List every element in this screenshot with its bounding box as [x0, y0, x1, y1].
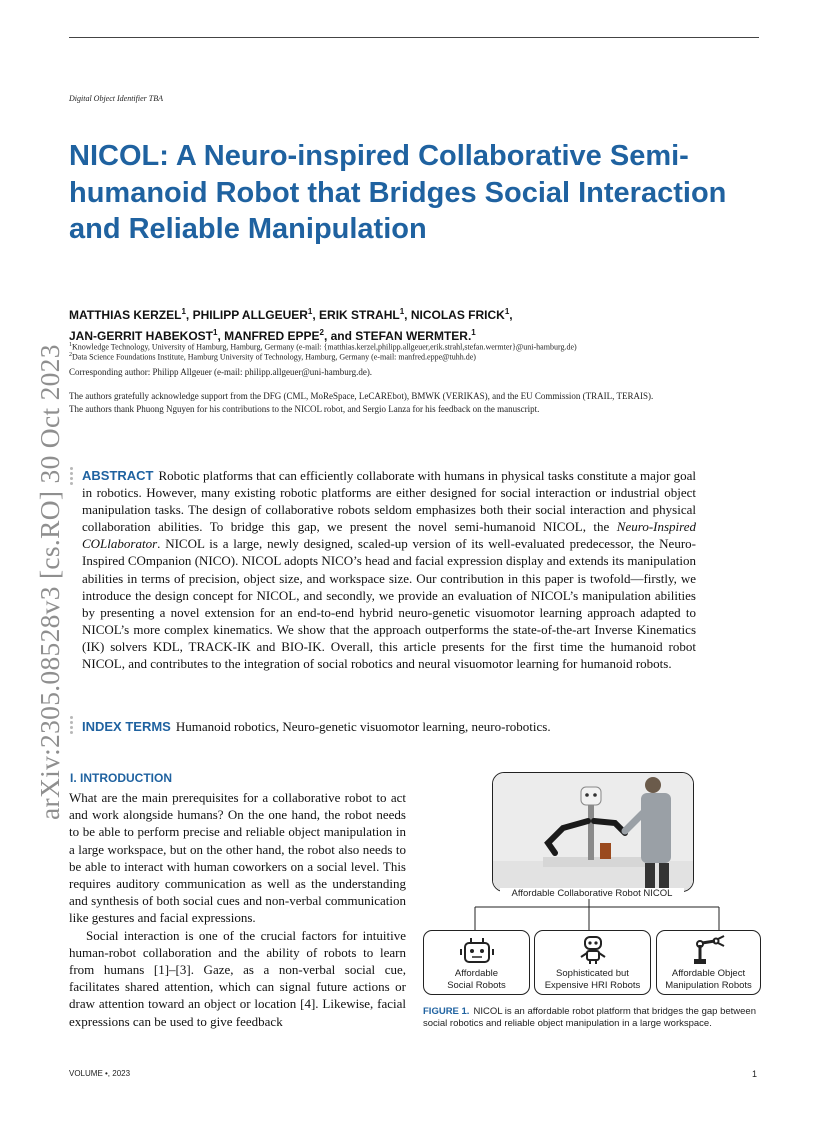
figure-caption: FIGURE 1. NICOL is an affordable robot platform that bridges the gap between social robotics and reliable object manipulation in a large workspace. [423, 1006, 756, 1029]
top-rule [69, 37, 759, 38]
abstract-label: ABSTRACT [82, 468, 154, 483]
figure-connector-lines [423, 899, 763, 933]
acknowledgement-note [69, 390, 669, 416]
author: PHILIPP ALLGEUER$^1$, [192, 307, 320, 322]
corresponding-author: Corresponding author: Philipp Allgeuer (e-mail: philipp.allgeuer@uni-hamburg.de). [69, 367, 373, 377]
author: JAN-GERRIT HABEKOST$^1$, [69, 328, 225, 343]
author: MATTHIAS KERZEL$^1$, [69, 307, 193, 322]
section-marker-icon [70, 467, 73, 487]
section-marker-icon [70, 716, 73, 736]
intro-body [69, 789, 406, 1030]
figure-box-social-robots [423, 930, 530, 995]
nicol-robot-photo [492, 772, 694, 892]
figure-label: FIGURE 1. [423, 1006, 470, 1017]
arxiv-stamp: arXiv:2305.08528v3 [cs.RO] 30 Oct 2023 [34, 344, 65, 820]
figure-top-label: Affordable Collaborative Robot NICOL [500, 888, 684, 899]
page-number: 1 [752, 1069, 758, 1079]
index-terms: INDEX TERMS Humanoid robotics, Neuro-genetic visuomotor learning, neuro-robotics. [82, 719, 551, 734]
author: STEFAN WERMTER.$^1$ [355, 328, 476, 343]
robot-face-icon [460, 935, 494, 965]
box-label: Sophisticated but Expensive HRI Robots [544, 968, 641, 991]
index-terms-label: INDEX TERMS [82, 719, 171, 734]
humanoid-robot-icon [578, 935, 608, 965]
support-line: The authors gratefully acknowledge support from the DFG (CML, MoReSpace, LeCAREbot), BMWK (VERIKAS), and the EU Commission (TRAIL, TERAIS). [69, 391, 654, 401]
paragraph: Social interaction is one of the crucial factors for intuitive human-robot collaboration and the ability of robots to learn from humans [1]–[3]. Gaze, as a non-verbal social cue, facilitates shared attention, which can signal future actions or draw attention toward an object or location [4]. Likewise, facial expressions can be used to give feedback [69, 927, 406, 1029]
affiliation: $^2$Data Science Foundations Institute, Hamburg University of Technology, Hamburg, Germany (e-mail: manfred.eppe@tuhh.de) [69, 352, 476, 362]
abstract: ABSTRACT Robotic platforms that can efficiently collaborate with humans in physical tasks constitute a major goal in robotics. However, many existing robotic platforms are either designed for social interaction or industrial object manipulation tasks. The design of collaborative robots seldom emphasizes both their social interaction and physical collaboration abilities. To bridge this gap, we present the novel semi-humanoid NICOL, the Neuro-Inspired COLlaborator. NICOL is a large, newly designed, scaled-up version of its well-evaluated predecessor, the Neuro-Inspired COmpanion (NICO). NICOL adopts NICO’s head and facial expression display and extends its manipulation abilities in terms of precision, object size, and workspace size. Our contribution in this paper is twofold—firstly, we introduce the design concept for NICOL, and secondly, we provide an evaluation of NICOL’s manipulation abilities by presenting a novel extension for an end-to-end hybrid neuro-genetic visuomotor learning approach adapted to NICOL’s more complex kinematics. We show that the approach outperforms the state-of-the-art Inverse Kinematics (IK) solvers KDL, TRACK-IK and BIO-IK. Overall, this article presents for the first time the humanoid robot NICOL, and contributes to the integration of social robotics and neural visuomotor learning for humanoid robots. [82, 468, 696, 672]
author: NICOLAS FRICK$^1$, [410, 307, 513, 322]
section-heading: I. INTRODUCTION [70, 771, 172, 785]
doi-note: Digital Object Identifier TBA [69, 94, 163, 103]
paragraph: What are the main prerequisites for a collaborative robot to act and work alongside humans? On the one hand, the robot needs to be able to perform precise and reliable object manipulation in a large workspace, but on the other hand, the robot also needs to be able to interact with human coworkers on a social level. This requires auditory communication as well as the understanding and synthesis of both social cues and non-verbal communication like gestures and facial expressions. [69, 790, 406, 926]
footer-volume: VOLUME •, 2023 [69, 1069, 131, 1078]
box-label: Affordable Social Robots [447, 968, 506, 991]
figure-box-manipulation-robots [656, 930, 761, 995]
figure-box-hri-robots [534, 930, 651, 995]
robot-arm-icon [691, 935, 727, 965]
author-list [69, 303, 759, 345]
author: MANFRED EPPE$^2$, and [224, 328, 356, 343]
paper-title: NICOL: A Neuro-inspired Collaborative Semi-humanoid Robot that Bridges Social Interaction and Reliable Manipulation [69, 140, 727, 245]
author: ERIK STRAHL$^1$, [319, 307, 411, 322]
affiliation: $^1$Knowledge Technology, University of Hamburg, Hamburg, Germany (e-mail: {matthias.kerzel,philipp.allgeuer,erik.strahl,stefan.wermter}@uni-hamburg.de) [69, 342, 577, 352]
box-label: Affordable Object Manipulation Robots [665, 968, 752, 991]
support-line: The authors thank Phuong Nguyen for his contributions to the NICOL robot, and Sergio Lanza for his feedback on the manuscript. [69, 404, 540, 414]
